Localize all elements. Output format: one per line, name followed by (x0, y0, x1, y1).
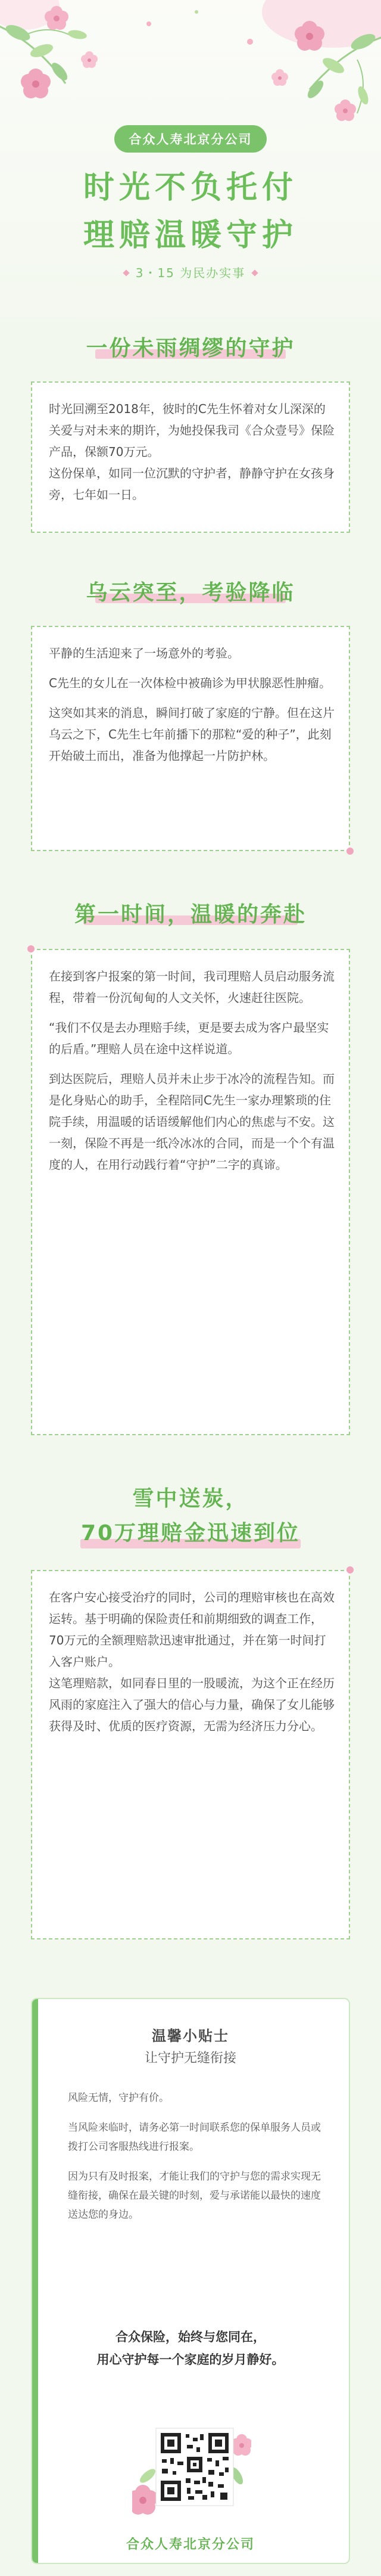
section-card-2 (31, 626, 350, 851)
section-card-1 (31, 381, 350, 533)
subtitle-text: 3・15 为民办实事 (135, 266, 246, 280)
section-title-text: 乌云突至，考验降临 (86, 581, 295, 605)
diamond-icon (252, 269, 258, 276)
tips-body (68, 2088, 330, 2235)
tips-closing (32, 2326, 349, 2371)
section-paragraph: 这突如其来的消息，瞬间打破了家庭的宁静。但在这片乌云之下，C先生七年前播下的那粒“爱的种子”，此刻开始破土而出，准备为他撑起一片防护林。 (49, 706, 335, 763)
tips-card (31, 1998, 350, 2564)
page-title-line-2: 理赔温暖守护 (83, 218, 298, 253)
section-title-1 (0, 331, 381, 362)
corner-dot (346, 848, 354, 855)
flower-frame-icon (132, 2410, 251, 2530)
closing-line-2: 用心守护每一个家庭的岁月静好。 (96, 2352, 285, 2367)
section-title-text: 一份未雨绸缪的守护 (86, 336, 295, 361)
section-paragraph: 这笔理赔款，如同春日里的一股暖流，为这个正在经历风雨的家庭注入了强大的信心与力量，确保了女儿能够获得及时、优质的医疗资源，无需为经济压力分心。 (49, 1676, 335, 1733)
section-paragraph: C先生的女儿在一次体检中被确诊为甲状腺恶性肿瘤。 (49, 676, 331, 690)
section-paragraph: 时光回溯至2018年，彼时的C先生怀着对女儿深深的关爱与对未来的期许，为她投保我司《合众壹号》保险产品，保额70万元。 (49, 402, 335, 459)
tips-paragraph: 当风险来临时，请务必第一时间联系您的保单服务人员或拨打公司客服热线进行报案。 (68, 2122, 321, 2153)
section-paragraph: 在客户安心接受治疗的同时，公司的理赔审核也在高效运转。基于明确的保险责任和前期细致的调查工作，70万元的全额理赔款迅速审批通过，并在第一时间打入客户账户。 (49, 1590, 335, 1669)
page-subtitle (0, 263, 381, 281)
section-paragraph: 这份保单，如同一位沉默的守护者，静静守护在女孩身旁，七年如一日。 (49, 466, 335, 502)
tips-subtitle: 让守护无缝衔接 (144, 2051, 236, 2066)
section-paragraph: “我们不仅是去办理赔手续，更是要去成为客户最坚实的后盾。”理赔人员在途中这样说道。 (49, 1020, 329, 1056)
tips-paragraph: 风险无情，守护有价。 (68, 2092, 169, 2104)
tips-title: 温馨小贴士 (152, 2028, 229, 2044)
footer-company-name: 合众人寿北京分公司 (126, 2537, 255, 2552)
company-badge: 合众人寿北京分公司 (114, 125, 267, 153)
diamond-icon (123, 269, 129, 276)
corner-dot (346, 1566, 354, 1573)
section-title-text-line-1: 雪中送炭， (132, 1486, 249, 1511)
section-title-text-line-2: 70万理赔金迅速到位 (80, 1521, 301, 1545)
tips-paragraph: 因为只有及时报案，才能让我们的守护与您的需求实现无缝衔接，确保在最关键的时刻，爱与承诺能以最快的速度送达您的身边。 (68, 2171, 321, 2221)
section-title-4 (0, 1482, 381, 1551)
page-title-line-1: 时光不负托付 (83, 170, 298, 206)
section-paragraph: 在接到客户报案的第一时间，我司理赔人员启动服务流程，带着一份沉甸甸的人文关怀，火速赶往医院。 (49, 969, 335, 1005)
header-banner (0, 0, 381, 334)
section-paragraph: 平静的生活迎来了一场意外的考验。 (49, 646, 239, 660)
corner-dot (27, 945, 35, 952)
section-paragraph: 到达医院后，理赔人员并未止步于冰冷的流程告知。而是化身贴心的助手，全程陪同C先生一家办理繁琐的住院手续，用温暖的话语缓解他们内心的焦虑与不安。这一刻，保险不再是一纸冷冰冰的合同，而是一个个有温度的人，在用行动践行着“守护”二字的真谛。 (49, 1072, 335, 1172)
section-title-2 (0, 576, 381, 606)
closing-line-1: 合众保险，始终与您同在， (115, 2330, 266, 2344)
tips-accent-bar (32, 1999, 38, 2563)
section-card-4 (31, 1570, 350, 1939)
section-title-text: 第一时间，温暖的奔赴 (74, 902, 307, 927)
section-card-3 (31, 949, 350, 1435)
section-title-3 (0, 898, 381, 928)
